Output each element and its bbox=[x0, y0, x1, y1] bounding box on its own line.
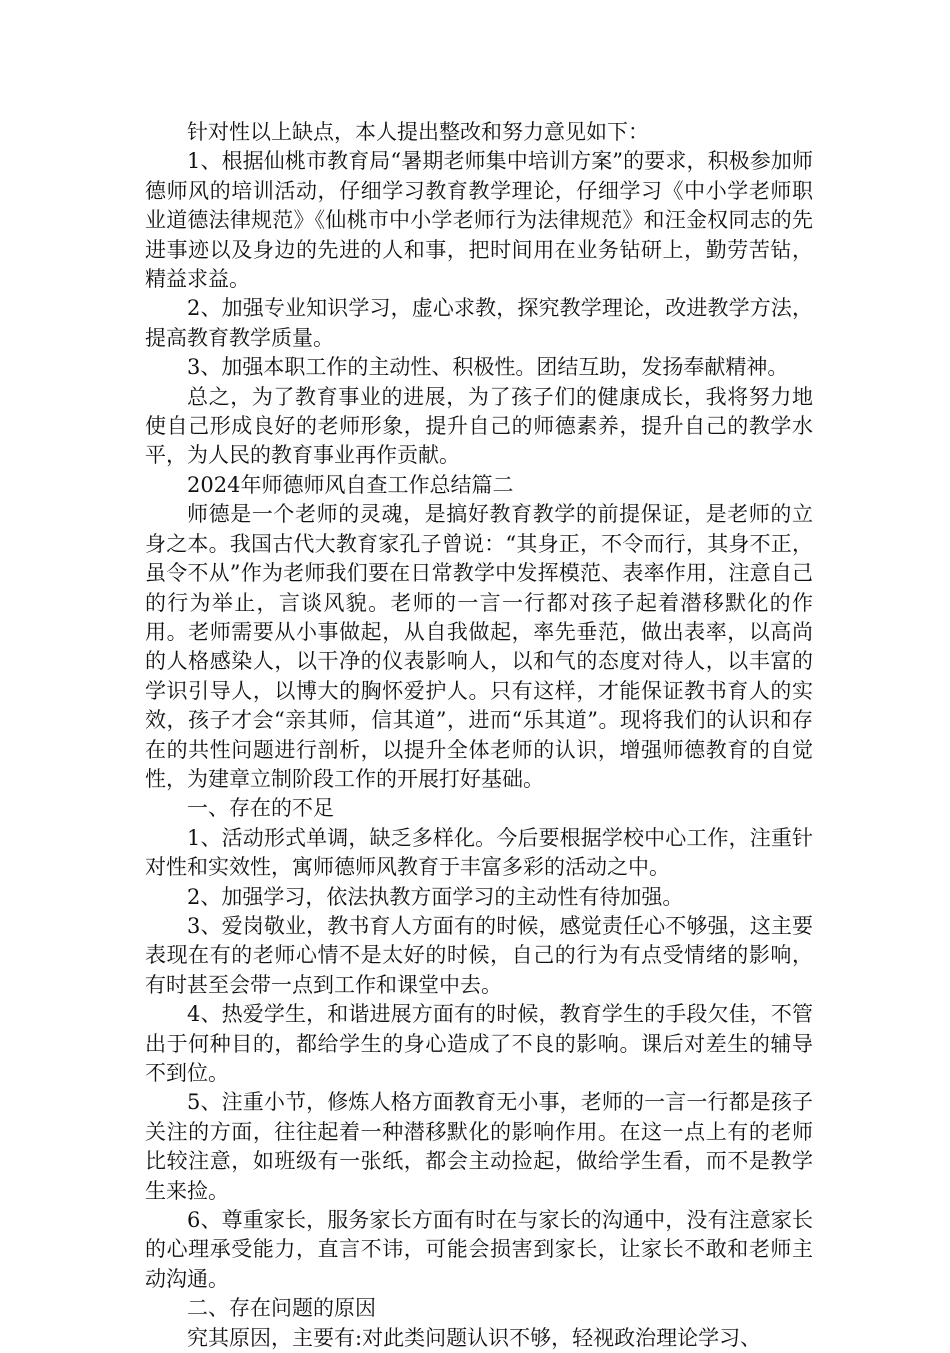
subheading-shortcomings: 一、存在的不足 bbox=[187, 796, 334, 821]
shortcoming-item-4: 4、热爱学生，和谐进展方面有的时候，教育学生的手段欠佳，不管出于何种目的，都给学生的身心造成了不良的影响。课后对差生的辅导不到位。 bbox=[145, 1002, 813, 1085]
section-heading: 2024年师德师风自查工作总结篇二 bbox=[187, 472, 514, 497]
paragraph-item-2: 2、加强专业知识学习，虚心求教，探究教学理论，改进教学方法，提高教育教学质量。 bbox=[145, 296, 813, 350]
paragraph-causes: 究其原因，主要有:对此类问题认识不够，轻视政治理论学习、 bbox=[187, 1325, 762, 1350]
paragraph-ethics: 师德是一个老师的灵魂，是搞好教育教学的前提保证，是老师的立身之本。我国古代大教育家孔子曾说：“其身正，不令而行，其身不正，虽令不从”作为老师我们要在日常教学中发挥模范、表率作用，注意自己的行为举止，言谈风貌。老师的一言一行都对孩子起着潜移默化的作用。老师需要从小事做起，从自我做起，率先垂范，做出表率，以高尚的人格感染人，以干净的仪表影响人，以和气的态度对待人，以丰富的学识引导人，以博大的胸怀爱护人。只有这样，才能保证教书育人的实效，孩子才会“亲其师，信其道”，进而“乐其道”。现将我们的认识和存在的共性问题进行剖析，以提升全体老师的认识，增强师德教育的自觉性，为建章立制阶段工作的开展打好基础。 bbox=[145, 502, 813, 791]
shortcoming-item-1: 1、活动形式单调，缺乏多样化。今后要根据学校中心工作，注重针对性和实效性，寓师德师风教育于丰富多彩的活动之中。 bbox=[145, 825, 813, 880]
document-body bbox=[145, 118, 813, 1353]
paragraph-summary: 总之，为了教育事业的进展，为了孩子们的健康成长，我将努力地使自己形成良好的老师形象，提升自己的师德素养，提升自己的教学水平，为人民的教育事业再作贡献。 bbox=[145, 384, 813, 468]
paragraph-intro: 针对性以上缺点，本人提出整改和努力意见如下： bbox=[187, 120, 649, 144]
paragraph-item-3: 3、加强本职工作的主动性、积极性。团结互助，发扬奉献精神。 bbox=[187, 355, 789, 380]
shortcoming-item-6: 6、尊重家长，服务家长方面有时在与家长的沟通中，没有注意家长的心理承受能力，直言不讳，可能会损害到家长，让家长不敢和老师主动沟通。 bbox=[145, 1208, 813, 1291]
shortcoming-item-5: 5、注重小节，修炼人格方面教育无小事，老师的一言一行都是孩子关注的方面，往往起着一种潜移默化的影响作用。在这一点上有的老师比较注意，如班级有一张纸，都会主动捡起，做给学生看，而不是教学生来捡。 bbox=[145, 1090, 813, 1203]
subheading-causes: 二、存在问题的原因 bbox=[187, 1296, 376, 1321]
paragraph-item-1: 1、根据仙桃市教育局“暑期老师集中培训方案”的要求，积极参加师德师风的培训活动，仔细学习教育教学理论，仔细学习《中小学老师职业道德法律规范》《仙桃市中小学老师行为法律规范》和汪金权同志的先进事迹以及身边的先进的人和事，把时间用在业务钻研上，勤劳苦钻，精益求益。 bbox=[145, 149, 813, 292]
shortcoming-item-3: 3、爱岗敬业，教书育人方面有的时候，感觉责任心不够强，这主要表现在有的老师心情不是太好的时候，自己的行为有点受情绪的影响，有时甚至会带一点到工作和课堂中去。 bbox=[145, 913, 813, 997]
shortcoming-item-2: 2、加强学习，依法执教方面学习的主动性有待加强。 bbox=[187, 884, 684, 909]
